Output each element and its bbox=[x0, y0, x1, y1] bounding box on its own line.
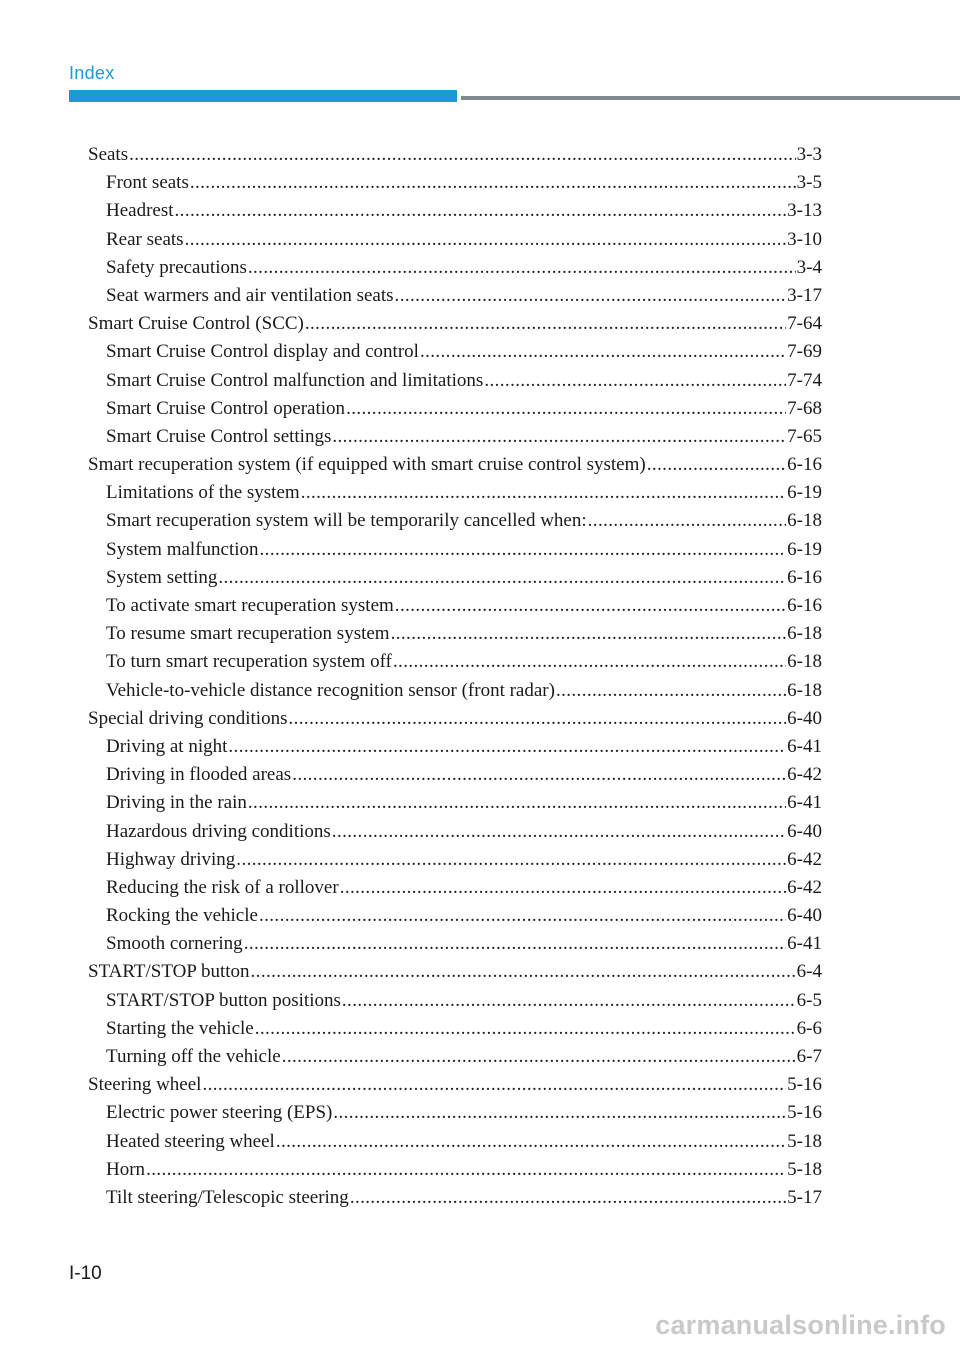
dot-leader bbox=[420, 338, 786, 366]
index-subentry bbox=[88, 536, 822, 564]
entry-page-ref: 6-16 bbox=[787, 454, 822, 476]
entry-page-ref: 3-5 bbox=[796, 172, 822, 194]
entry-term: Horn bbox=[106, 1158, 146, 1180]
entry-page-ref: 3-3 bbox=[796, 144, 822, 165]
entry-page-ref: 6-40 bbox=[787, 820, 822, 842]
entry-page-ref: 6-6 bbox=[796, 1017, 822, 1039]
index-subentry bbox=[88, 789, 822, 817]
watermark: carmanualsonline.info bbox=[655, 1310, 946, 1340]
entry-term: Starting the vehicle bbox=[106, 1017, 254, 1039]
dot-leader bbox=[146, 1156, 786, 1184]
entry-page-ref: 5-17 bbox=[787, 1186, 822, 1208]
dot-leader bbox=[244, 930, 786, 958]
entry-term: Driving at night bbox=[106, 735, 228, 757]
index-subentry bbox=[88, 930, 822, 958]
entry-term: Smart Cruise Control settings bbox=[106, 425, 332, 447]
dot-leader bbox=[259, 902, 786, 930]
index-subentry bbox=[88, 479, 822, 507]
entry-page-ref: 6-19 bbox=[787, 538, 822, 560]
section-label: Index bbox=[69, 63, 115, 83]
entry-page-ref: 6-40 bbox=[787, 707, 822, 729]
entry-page-ref: 6-42 bbox=[787, 848, 822, 870]
entry-term: To resume smart recuperation system bbox=[106, 623, 390, 645]
index-subentry bbox=[88, 987, 822, 1015]
entry-term: Steering wheel bbox=[88, 1074, 202, 1096]
entry-page-ref: 6-19 bbox=[787, 482, 822, 504]
dot-leader bbox=[395, 282, 787, 310]
entry-term: START/STOP button bbox=[88, 961, 250, 983]
dot-leader bbox=[218, 564, 786, 592]
entry-term: Smart recuperation system will be temporarily cancelled when: bbox=[106, 510, 587, 532]
entry-page-ref: 6-18 bbox=[787, 510, 822, 532]
dot-leader bbox=[190, 169, 796, 197]
entry-term: Smooth cornering bbox=[106, 933, 243, 955]
entry-term: Seat warmers and air ventilation seats bbox=[106, 284, 394, 306]
entry-page-ref: 5-16 bbox=[787, 1074, 822, 1096]
entry-term: Smart Cruise Control display and control bbox=[106, 341, 419, 363]
entry-term: Vehicle-to-vehicle distance recognition sensor (front radar) bbox=[106, 679, 555, 701]
entry-page-ref: 5-18 bbox=[787, 1158, 822, 1180]
index-subentry bbox=[88, 620, 822, 648]
entry-term: Safety precautions bbox=[106, 256, 247, 278]
entry-term: Driving in flooded areas bbox=[106, 764, 292, 786]
entry-term: To turn smart recuperation system off bbox=[106, 651, 392, 673]
entry-term: Smart Cruise Control (SCC) bbox=[88, 313, 304, 335]
header-rule-gray bbox=[461, 96, 960, 100]
index-subentry bbox=[88, 1043, 822, 1071]
index-subentry bbox=[88, 507, 822, 535]
index-subentry bbox=[88, 648, 822, 676]
dot-leader bbox=[588, 507, 787, 535]
dot-leader bbox=[332, 423, 786, 451]
entry-page-ref: 6-41 bbox=[787, 735, 822, 757]
index-subentry bbox=[88, 1128, 822, 1156]
entry-term: Reducing the risk of a rollover bbox=[106, 876, 339, 898]
dot-leader bbox=[301, 479, 786, 507]
dot-leader bbox=[342, 987, 796, 1015]
dot-leader bbox=[260, 536, 787, 564]
index-subentry bbox=[88, 169, 822, 197]
entry-term: System malfunction bbox=[106, 538, 259, 560]
dot-leader bbox=[185, 226, 787, 254]
index-entry bbox=[88, 310, 822, 338]
index-subentry bbox=[88, 1156, 822, 1184]
entry-page-ref: 7-69 bbox=[787, 341, 822, 363]
index-subentry bbox=[88, 395, 822, 423]
dot-leader bbox=[350, 1184, 786, 1212]
index-subentry bbox=[88, 1015, 822, 1043]
index-subentry bbox=[88, 761, 822, 789]
entry-page-ref: 6-16 bbox=[787, 595, 822, 616]
dot-leader bbox=[175, 197, 787, 225]
entry-term: Tilt steering/Telescopic steering bbox=[106, 1186, 349, 1208]
dot-leader bbox=[484, 367, 786, 395]
entry-page-ref: 6-16 bbox=[787, 566, 822, 588]
index-subentry bbox=[88, 846, 822, 874]
entry-page-ref: 6-41 bbox=[787, 792, 822, 814]
entry-term: START/STOP button positions bbox=[106, 989, 341, 1011]
index-subentry bbox=[88, 677, 822, 705]
index-subentry bbox=[88, 733, 822, 761]
entry-page-ref: 6-40 bbox=[787, 905, 822, 927]
index-subentry bbox=[88, 564, 822, 592]
entry-page-ref: 3-17 bbox=[787, 284, 822, 306]
index-entry bbox=[88, 451, 822, 479]
dot-leader bbox=[346, 395, 786, 423]
index-subentry bbox=[88, 874, 822, 902]
dot-leader bbox=[332, 818, 786, 846]
entry-term: Highway driving bbox=[106, 848, 236, 870]
index-subentry bbox=[88, 902, 822, 930]
entry-term: Turning off the vehicle bbox=[106, 1046, 281, 1067]
entry-page-ref: 3-10 bbox=[787, 228, 822, 250]
dot-leader bbox=[282, 1043, 796, 1071]
entry-page-ref: 6-42 bbox=[787, 764, 822, 786]
index-list bbox=[88, 141, 822, 1212]
index-subentry bbox=[88, 1099, 822, 1127]
dot-leader bbox=[292, 761, 786, 789]
entry-page-ref: 6-41 bbox=[787, 933, 822, 955]
entry-term: Driving in the rain bbox=[106, 792, 247, 814]
dot-leader bbox=[251, 958, 796, 986]
entry-page-ref: 7-74 bbox=[787, 369, 822, 391]
index-entry bbox=[88, 958, 822, 986]
dot-leader bbox=[333, 1099, 786, 1127]
dot-leader bbox=[276, 1128, 786, 1156]
dot-leader bbox=[248, 789, 786, 817]
index-subentry bbox=[88, 423, 822, 451]
entry-term: Heated steering wheel bbox=[106, 1130, 275, 1152]
entry-term: Seats bbox=[88, 144, 129, 165]
dot-leader bbox=[255, 1015, 796, 1043]
entry-page-ref: 5-16 bbox=[787, 1102, 822, 1124]
entry-page-ref: 6-18 bbox=[787, 623, 822, 645]
entry-term: Rocking the vehicle bbox=[106, 905, 258, 927]
dot-leader bbox=[228, 733, 786, 761]
dot-leader bbox=[391, 620, 787, 648]
index-subentry bbox=[88, 282, 822, 310]
entry-page-ref: 3-4 bbox=[796, 256, 822, 278]
index-subentry bbox=[88, 226, 822, 254]
dot-leader bbox=[647, 451, 786, 479]
entry-page-ref: 3-13 bbox=[787, 200, 822, 222]
entry-term: Rear seats bbox=[106, 228, 184, 250]
entry-page-ref: 7-68 bbox=[787, 397, 822, 419]
entry-page-ref: 7-65 bbox=[787, 425, 822, 447]
index-entry bbox=[88, 1071, 822, 1099]
dot-leader bbox=[395, 592, 786, 620]
dot-leader bbox=[248, 254, 796, 282]
entry-term: Electric power steering (EPS) bbox=[106, 1102, 333, 1124]
page-number: I-10 bbox=[69, 1263, 102, 1284]
entry-page-ref: 6-7 bbox=[796, 1046, 822, 1067]
dot-leader bbox=[288, 705, 786, 733]
entry-term: Headrest bbox=[106, 200, 174, 222]
entry-term: To activate smart recuperation system bbox=[106, 595, 394, 616]
dot-leader bbox=[340, 874, 786, 902]
entry-term: Smart Cruise Control malfunction and limitations bbox=[106, 369, 484, 391]
index-subentry bbox=[88, 367, 822, 395]
dot-leader bbox=[236, 846, 786, 874]
dot-leader bbox=[129, 141, 796, 169]
dot-leader bbox=[556, 677, 786, 705]
entry-term: Hazardous driving conditions bbox=[106, 820, 331, 842]
index-subentry bbox=[88, 254, 822, 282]
entry-term: Limitations of the system bbox=[106, 482, 300, 504]
dot-leader bbox=[305, 310, 786, 338]
entry-term: Front seats bbox=[106, 172, 189, 194]
entry-page-ref: 6-42 bbox=[787, 876, 822, 898]
entry-page-ref: 7-64 bbox=[787, 313, 822, 335]
entry-term: Special driving conditions bbox=[88, 707, 288, 729]
header-rule-blue bbox=[69, 90, 457, 102]
index-subentry bbox=[88, 1184, 822, 1212]
entry-term: System setting bbox=[106, 566, 218, 588]
entry-page-ref: 6-5 bbox=[796, 989, 822, 1011]
entry-page-ref: 6-18 bbox=[787, 679, 822, 701]
entry-page-ref: 6-18 bbox=[787, 651, 822, 673]
entry-page-ref: 5-18 bbox=[787, 1130, 822, 1152]
index-entry bbox=[88, 141, 822, 169]
entry-page-ref: 6-4 bbox=[796, 961, 822, 983]
index-subentry bbox=[88, 338, 822, 366]
index-subentry bbox=[88, 818, 822, 846]
index-subentry bbox=[88, 592, 822, 620]
entry-term: Smart Cruise Control operation bbox=[106, 397, 346, 419]
entry-term: Smart recuperation system (if equipped with smart cruise control system) bbox=[88, 454, 646, 476]
index-entry bbox=[88, 705, 822, 733]
dot-leader bbox=[393, 648, 786, 676]
dot-leader bbox=[202, 1071, 786, 1099]
index-subentry bbox=[88, 197, 822, 225]
